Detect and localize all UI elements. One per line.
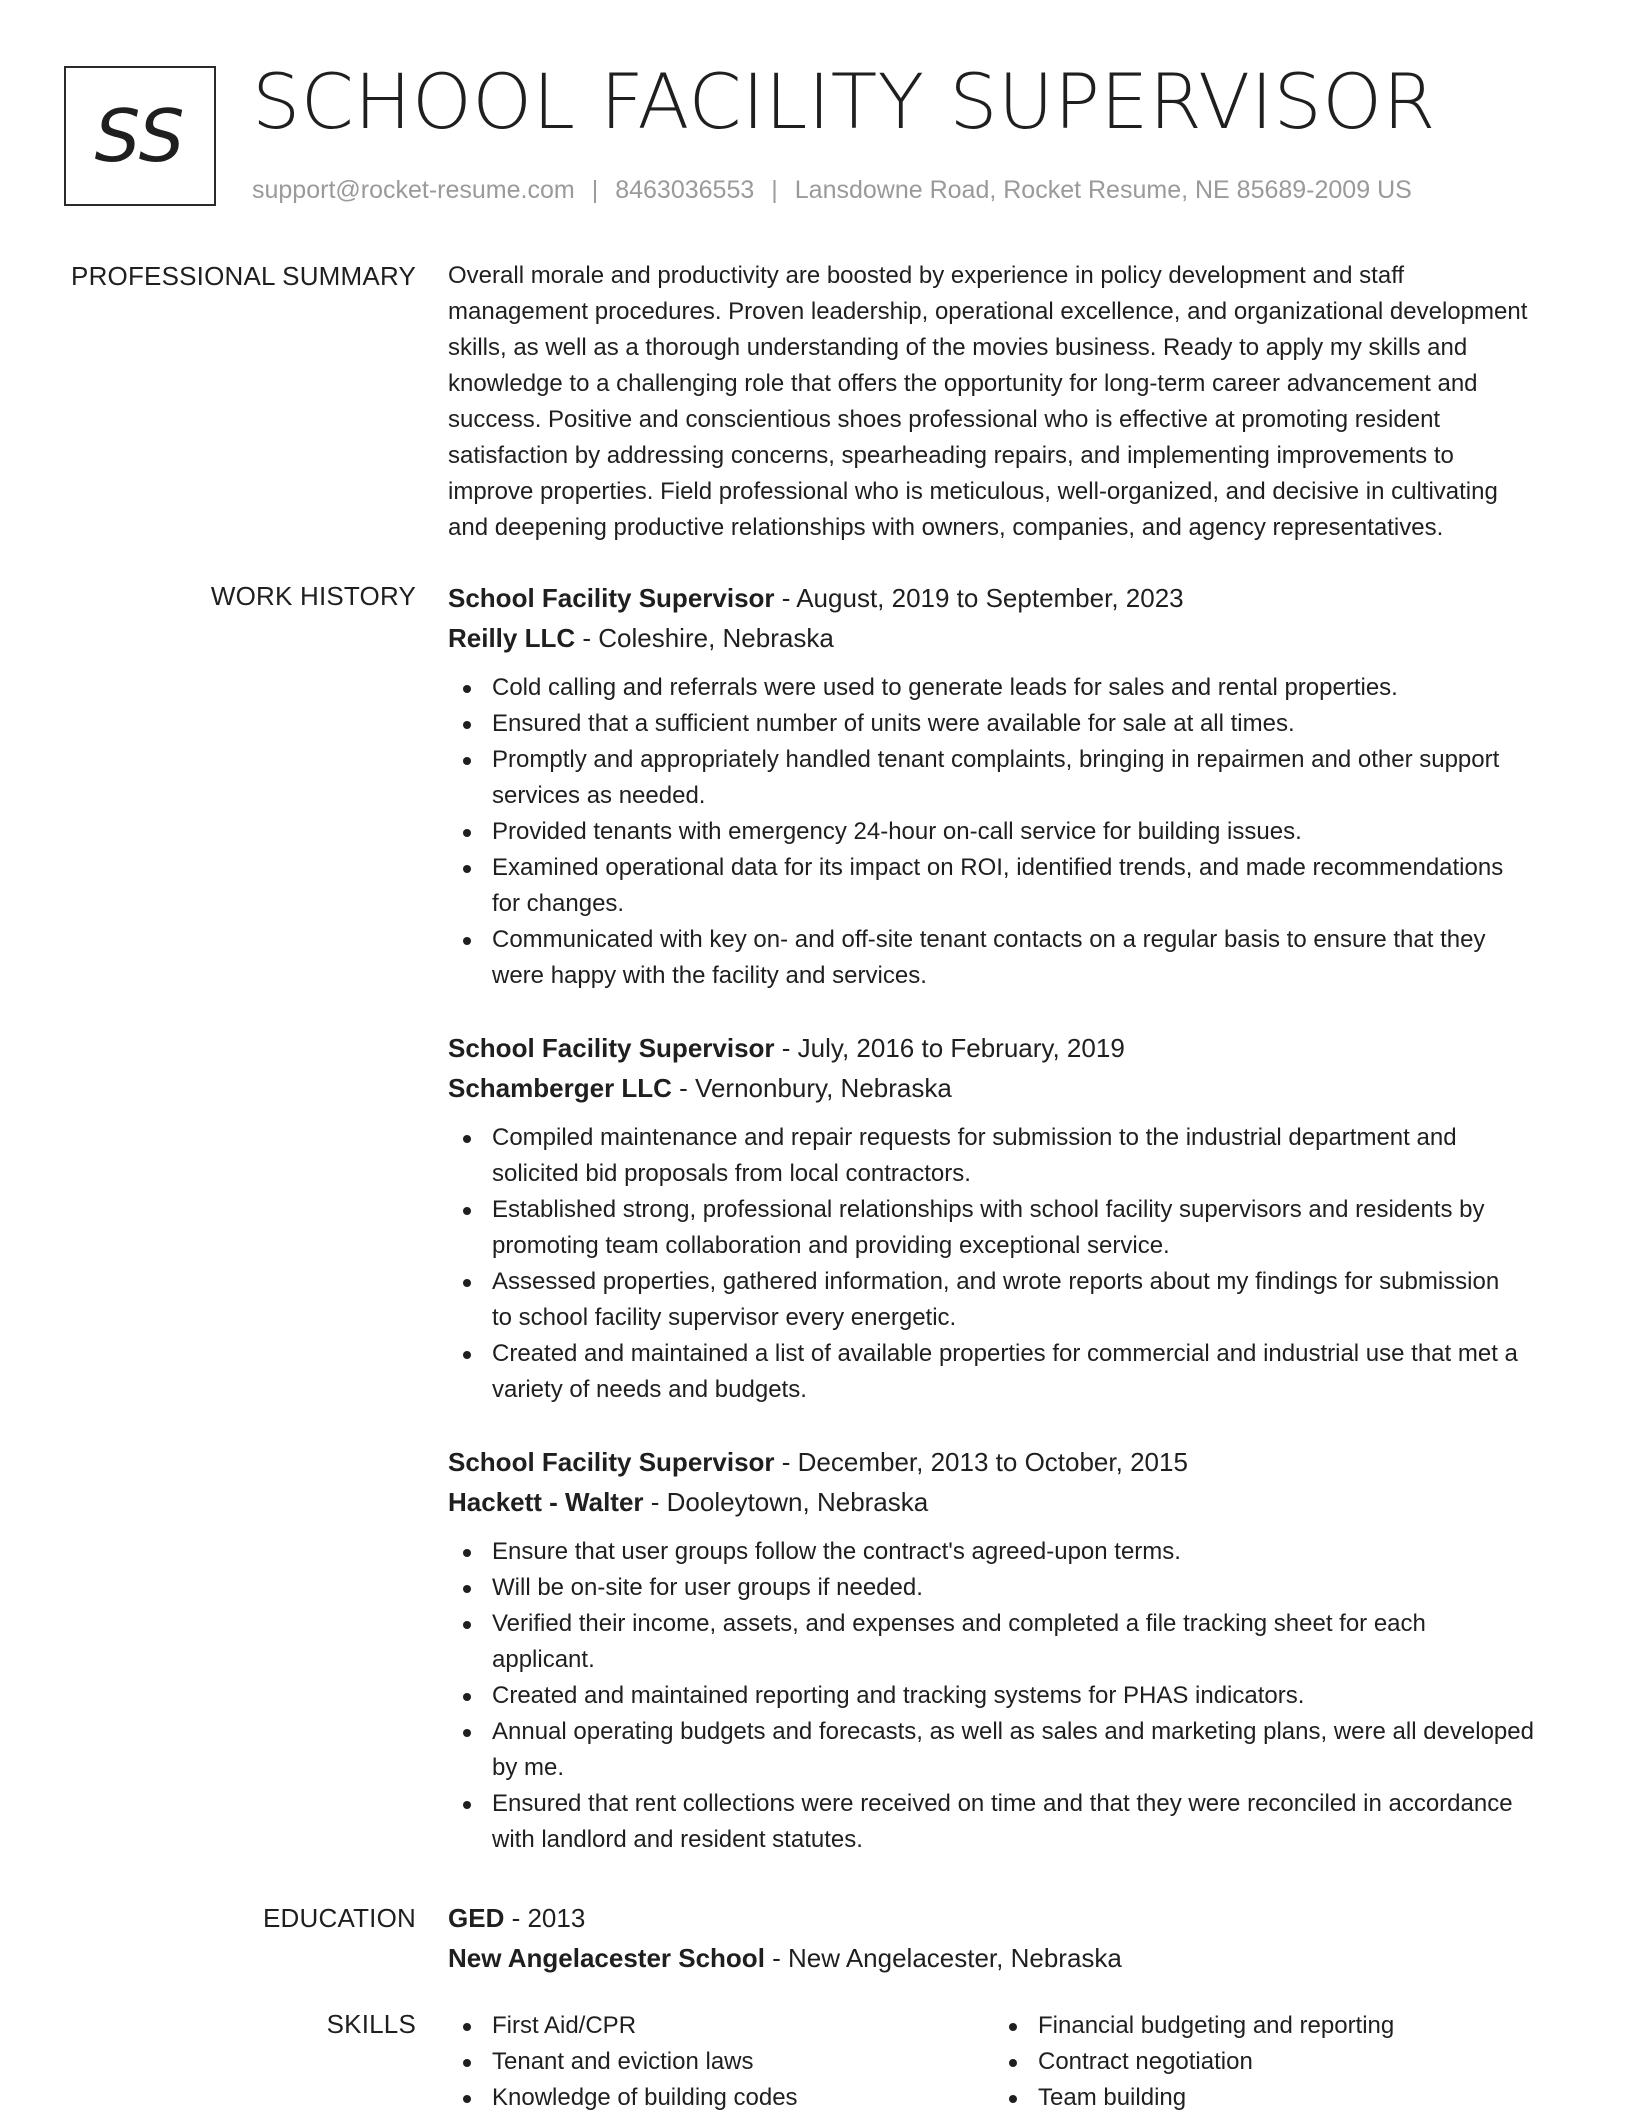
education-school-line [448,1938,1568,1978]
job-bullets [448,1534,1568,1858]
list-item: Promptly and appropriately handled tenant complaints, bringing in repairmen and other support services as needed. [448,742,1568,814]
skill-item: Financial budgeting and reporting [994,2008,1534,2044]
job-bullets [448,1120,1568,1408]
education-degree: GED [448,1903,505,1933]
contact-address: Lansdowne Road, Rocket Resume, NE 85689-2009 US [794,176,1412,204]
work-history-body [448,578,1568,1858]
job-location: - Dooleytown, Nebraska [643,1487,929,1517]
job-title-line [448,1028,1568,1068]
list-item: Annual operating budgets and forecasts, as well as sales and marketing plans, were all developed by me. [448,1714,1568,1786]
job-title-line [448,578,1568,618]
education-heading: EDUCATION [263,1903,416,1933]
skill-item: Team building [994,2080,1534,2116]
job-title-line [448,1442,1568,1482]
education-school: New Angelacester School [448,1943,765,1973]
summary-line: success. Positive and conscientious shoes professional who is effective at promoting resident [448,406,1441,433]
job-bullets [448,670,1568,994]
job-role: School Facility Supervisor [448,583,775,613]
job-dates: - July, 2016 to February, 2019 [774,1033,1125,1063]
job-company: Schamberger LLC [448,1073,672,1103]
page-title: SCHOOL FACILITY SUPERVISOR [252,57,1436,146]
job-dates: - August, 2019 to September, 2023 [774,583,1184,613]
list-item: Examined operational data for its impact on ROI, identified trends, and made recommendations for changes. [448,850,1568,922]
summary-heading: PROFESSIONAL SUMMARY [71,261,416,291]
contact-email: support@rocket-resume.com [252,176,575,204]
job-entry [448,578,1568,994]
list-item: Created and maintained reporting and tracking systems for PHAS indicators. [448,1678,1568,1714]
job-location: - Vernonbury, Nebraska [671,1073,952,1103]
education-year: - 2013 [504,1903,586,1933]
monogram-badge [64,66,216,206]
skill-item: Contract negotiation [994,2044,1534,2080]
skills-list-right [994,2008,1534,2116]
skill-item: First Aid/CPR [448,2008,988,2044]
contact-separator: | [591,176,599,204]
work-history-heading: WORK HISTORY [210,581,416,611]
job-company-line [448,1482,1568,1522]
list-item: Cold calling and referrals were used to generate leads for sales and rental properties. [448,670,1568,706]
job-entry [448,1028,1568,1408]
list-item: Created and maintained a list of available properties for commercial and industrial use that met a variety of needs and budgets. [448,1336,1568,1408]
list-item: Ensure that user groups follow the contract's agreed-upon terms. [448,1534,1568,1570]
list-item: Verified their income, assets, and expenses and completed a file tracking sheet for each applicant. [448,1606,1568,1678]
monogram-initials: SS [94,94,186,178]
job-entry [448,1442,1568,1858]
summary-line: management procedures. Proven leadership, operational excellence, and organizational development [448,298,1528,325]
education-body [448,1898,1568,1978]
job-role: School Facility Supervisor [448,1033,775,1063]
skill-item: Tenant and eviction laws [448,2044,988,2080]
list-item: Compiled maintenance and repair requests for submission to the industrial department and solicited bid proposals from local contractors. [448,1120,1568,1192]
summary-text [448,258,1568,546]
summary-line: Overall morale and productivity are boosted by experience in policy development and staff [448,262,1405,289]
list-item: Will be on-site for user groups if needed. [448,1570,1568,1606]
job-dates: - December, 2013 to October, 2015 [774,1447,1188,1477]
list-item: Provided tenants with emergency 24-hour on-call service for building issues. [448,814,1568,850]
education-degree-line [448,1898,1568,1938]
contact-phone: 8463036553 [615,176,755,204]
education-location: - New Angelacester, Nebraska [764,1943,1122,1973]
summary-line: satisfaction by addressing concerns, spearheading repairs, and implementing improvements to [448,442,1454,469]
list-item: Established strong, professional relationships with school facility supervisors and residents by promoting team collaboration and providing exceptional service. [448,1192,1568,1264]
job-company: Hackett - Walter [448,1487,644,1517]
summary-line: skills, as well as a thorough understanding of the movies business. Ready to apply my skills and [448,334,1468,361]
skills-list-left [448,2008,988,2116]
list-item: Assessed properties, gathered information, and wrote reports about my findings for submission to school facility supervisor every energetic. [448,1264,1568,1336]
job-company-line [448,618,1568,658]
list-item: Ensured that rent collections were received on time and that they were reconciled in accordance with landlord and resident statutes. [448,1786,1568,1858]
contact-separator: | [771,176,778,204]
skills-column-left [448,2008,988,2116]
list-item: Ensured that a sufficient number of units were available for sale at all times. [448,706,1568,742]
summary-line: improve properties. Field professional who is meticulous, well-organized, and decisive in cultivating [448,478,1498,505]
skill-item: Knowledge of building codes [448,2080,988,2116]
summary-body [448,258,1568,546]
summary-line: knowledge to a challenging role that offers the opportunity for long-term career advancement and [448,370,1478,397]
job-company: Reilly LLC [448,623,576,653]
list-item: Communicated with key on- and off-site tenant contacts on a regular basis to ensure that they were happy with the facility and services. [448,922,1568,994]
summary-line: and deepening productive relationships with owners, companies, and agency representatives. [448,514,1444,541]
job-role: School Facility Supervisor [448,1447,775,1477]
contact-line [252,174,1412,206]
skills-heading: SKILLS [326,2009,416,2039]
job-company-line [448,1068,1568,1108]
skills-column-right [994,2008,1534,2116]
job-location: - Coleshire, Nebraska [575,623,834,653]
